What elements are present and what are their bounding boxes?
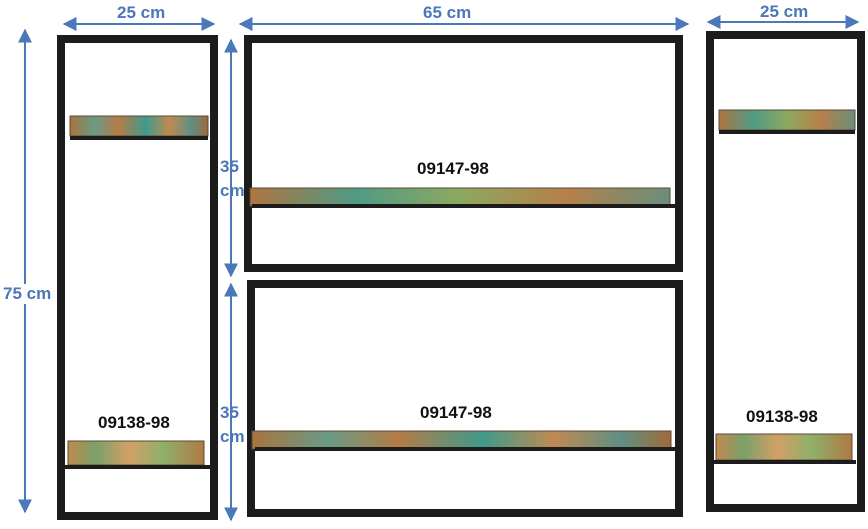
upper-height-label: 35 cm [220,157,245,200]
center-width-label: 65 cm [423,3,472,22]
right-tall-shelf [710,35,861,508]
left-tall-shelf [61,39,214,516]
center-bottom-product-code: 09147-98 [420,403,492,422]
total-height-label: 75 cm [3,284,52,303]
left-product-code: 09138-98 [98,413,170,432]
right-product-code: 09138-98 [746,407,818,426]
lower-height-label: 35 cm [220,403,245,446]
right-width-label: 25 cm [760,2,809,21]
left-width-label: 25 cm [117,3,166,22]
center-bottom-shelf [251,284,679,513]
center-top-product-code: 09147-98 [417,159,489,178]
center-top-shelf [248,39,679,268]
